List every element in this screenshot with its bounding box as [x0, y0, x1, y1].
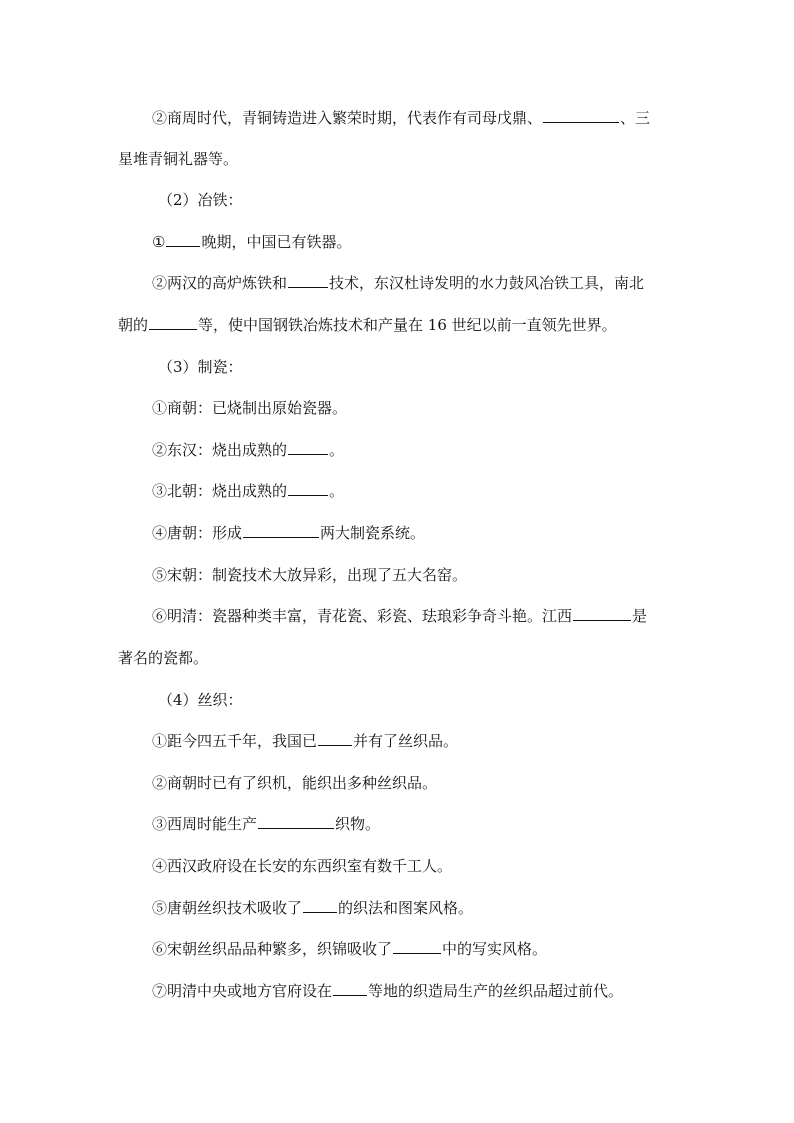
text-segment: ②商朝时已有了织机，能织出多种丝织品。: [152, 774, 438, 792]
fill-in-blank: [166, 232, 200, 247]
fill-in-blank: [333, 981, 367, 996]
fill-in-blank: [288, 273, 328, 288]
text-segment: 的织法和图案风格。: [338, 899, 474, 917]
text-segment: ①距今四五千年，我国已: [152, 732, 318, 750]
text-line-porcelain-6-cont: [118, 648, 208, 668]
text-segment: ④西汉政府设在长安的东西织室有数千工人。: [152, 857, 453, 875]
text-segment: 织物。: [335, 815, 381, 833]
text-segment: ⑥明清：瓷器种类丰富，青花瓷、彩瓷、珐琅彩争奇斗艳。江西: [152, 607, 573, 625]
text-segment: ③西周时能生产: [152, 815, 258, 833]
text-line-iron-2: [152, 273, 644, 293]
text-line-bronze-2-cont: [118, 149, 238, 169]
text-segment: ③北朝：烧出成熟的: [152, 482, 288, 500]
text-line-silk-7: [152, 981, 623, 1001]
section-heading-porcelain: [158, 357, 243, 377]
text-line-bronze-2: [152, 108, 650, 128]
fill-in-blank: [393, 939, 441, 954]
text-segment: 星堆青铜礼器等。: [118, 150, 239, 168]
section-heading-silk: [158, 690, 243, 710]
text-segment: ⑦明清中央或地方官府设在: [152, 982, 333, 1000]
text-segment: （3）制瓷：: [158, 358, 243, 376]
fill-in-blank: [149, 315, 197, 330]
text-line-silk-2: [152, 773, 437, 793]
fill-in-blank: [573, 606, 631, 621]
text-line-porcelain-2: [152, 440, 344, 460]
text-line-silk-5: [152, 898, 473, 918]
section-heading-iron: [158, 190, 243, 210]
text-line-silk-3: [152, 814, 380, 834]
text-segment: 等地的织造局生产的丝织品超过前代。: [368, 982, 624, 1000]
text-line-silk-6: [152, 939, 547, 959]
text-segment: 是: [632, 607, 648, 625]
text-segment: 朝的: [118, 316, 149, 334]
fill-in-blank: [288, 440, 328, 455]
text-line-iron-1: [152, 232, 351, 252]
text-line-iron-2-cont: [118, 315, 617, 335]
text-segment: （2）冶铁：: [158, 191, 243, 209]
fill-in-blank: [258, 814, 334, 829]
text-line-porcelain-5: [152, 565, 467, 585]
text-segment: ⑤宋朝：制瓷技术大放异彩，出现了五大名窑。: [152, 566, 468, 584]
text-segment: 。: [329, 441, 345, 459]
text-segment: ②两汉的高炉炼铁和: [152, 274, 288, 292]
fill-in-blank: [288, 481, 328, 496]
text-segment: ①: [152, 233, 166, 251]
text-segment: 技术，东汉杜诗发明的水力鼓风冶铁工具，南北: [329, 274, 645, 292]
text-segment: ⑥宋朝丝织品品种繁多，织锦吸收了: [152, 940, 393, 958]
text-segment: ⑤唐朝丝织技术吸收了: [152, 899, 303, 917]
text-segment: 著名的瓷都。: [118, 649, 209, 667]
fill-in-blank: [243, 523, 319, 538]
text-line-silk-1: [152, 731, 458, 751]
text-line-porcelain-6: [152, 606, 647, 626]
text-segment: ②东汉：烧出成熟的: [152, 441, 288, 459]
text-segment: 等，使中国钢铁冶炼技术和产量在 16 世纪以前一直领先世界。: [198, 316, 617, 334]
text-line-porcelain-1: [152, 398, 347, 418]
fill-in-blank: [318, 731, 352, 746]
fill-in-blank: [543, 108, 619, 123]
fill-in-blank: [303, 898, 337, 913]
text-segment: ①商朝：已烧制出原始瓷器。: [152, 399, 348, 417]
text-segment: 并有了丝织品。: [353, 732, 459, 750]
text-segment: ②商周时代，青铜铸造进入繁荣时期，代表作有司母戊鼎、: [152, 109, 543, 127]
text-segment: 中的写实风格。: [442, 940, 548, 958]
text-line-silk-4: [152, 856, 452, 876]
text-segment: （4）丝织：: [158, 691, 243, 709]
text-segment: 。: [329, 482, 345, 500]
text-segment: 晚期，中国已有铁器。: [201, 233, 352, 251]
text-line-porcelain-3: [152, 481, 344, 501]
text-line-porcelain-4: [152, 523, 425, 543]
text-segment: ④唐朝：形成: [152, 524, 243, 542]
text-segment: 、三: [620, 109, 651, 127]
text-segment: 两大制瓷系统。: [320, 524, 426, 542]
